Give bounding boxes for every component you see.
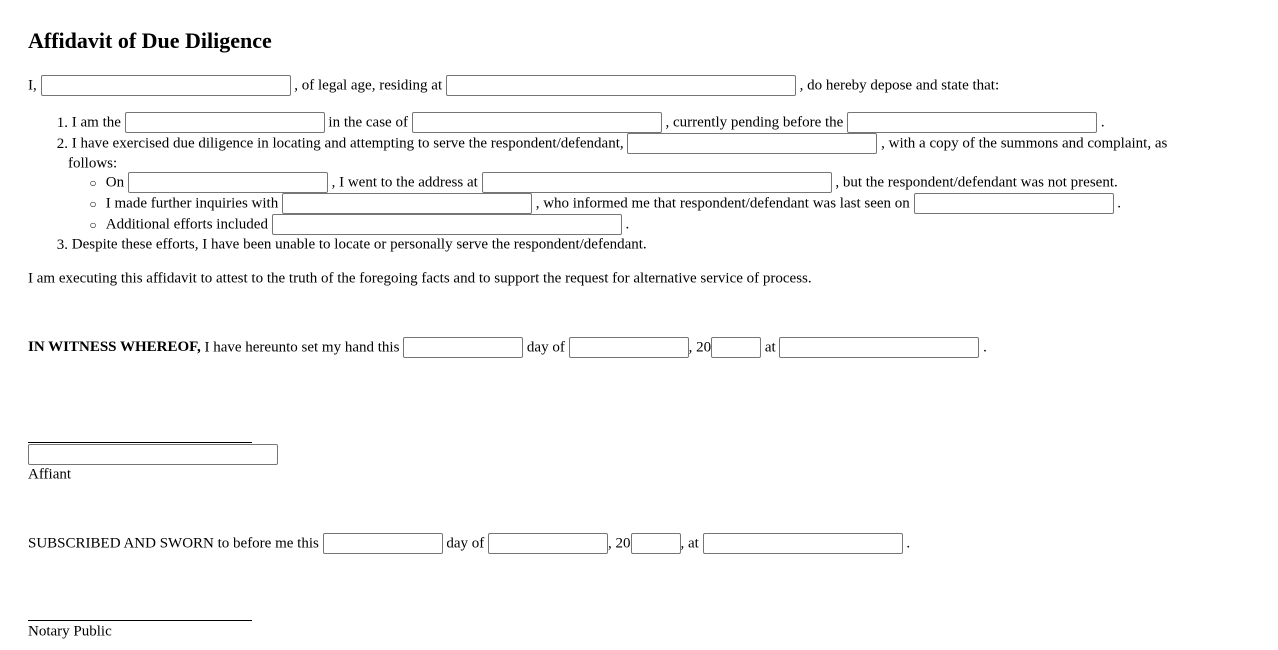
sub-item-2 (84, 193, 1121, 213)
case-name-input[interactable] (412, 112, 662, 133)
item-text: On (105, 174, 125, 191)
bullet-icon: ○ (89, 217, 97, 232)
additional-efforts-input[interactable] (272, 214, 622, 235)
list-item-2 (28, 133, 1167, 153)
witness-text: at (764, 339, 776, 356)
witness-year-input[interactable] (711, 337, 761, 358)
bullet-icon: ○ (89, 175, 97, 190)
list-item-3 (28, 234, 647, 254)
item-text: Additional efforts included (105, 216, 268, 233)
item-text: , I went to the address at (331, 174, 478, 191)
visit-date-input[interactable] (128, 172, 328, 193)
sworn-text: , 20 (608, 535, 631, 552)
intro-prefix: I, (28, 77, 37, 94)
affiant-label-row (28, 464, 71, 484)
page-title: Affidavit of Due Diligence (28, 28, 272, 53)
item-text: . (1117, 195, 1122, 212)
court-input[interactable] (847, 112, 1097, 133)
item-number: 2. (56, 135, 68, 152)
witness-heading: IN WITNESS WHEREOF, (28, 339, 201, 355)
witness-day-input[interactable] (403, 337, 523, 358)
sworn-text: . (906, 535, 911, 552)
bullet-icon: ○ (89, 196, 97, 211)
respondent-name-input[interactable] (627, 133, 877, 154)
item-number: 3. (56, 236, 68, 253)
last-seen-date-input[interactable] (914, 193, 1114, 214)
executing-paragraph (28, 268, 812, 288)
item-text: in the case of (328, 114, 408, 131)
witness-text: , 20 (688, 339, 712, 356)
affiant-label: Affiant (28, 466, 72, 483)
sub-item-1 (84, 172, 1118, 192)
sworn-day-input[interactable] (323, 533, 443, 554)
intro-suffix-text: , do hereby depose and state that: (799, 77, 1000, 94)
affiant-signature-row (28, 444, 278, 464)
affiant-name-input[interactable] (41, 75, 291, 96)
intro-line (28, 75, 999, 95)
role-input[interactable] (125, 112, 325, 133)
list-item-1 (28, 112, 1105, 132)
affiant-signature-line (28, 442, 252, 443)
notary-label-row (28, 621, 112, 641)
item-text: I made further inquiries with (105, 195, 279, 212)
sworn-text: SUBSCRIBED AND SWORN to before me this (28, 535, 319, 552)
witness-text: day of (526, 339, 565, 356)
sub-item-3 (84, 214, 629, 234)
item-text: I am the (71, 114, 121, 131)
witness-place-input[interactable] (779, 337, 979, 358)
item-text: Despite these efforts, I have been unable to locate or personally serve the respondent/defendant. (71, 236, 647, 253)
item-text: , who informed me that respondent/defendant was last seen on (535, 195, 910, 212)
sworn-place-input[interactable] (703, 533, 903, 554)
sworn-year-input[interactable] (631, 533, 681, 554)
item-text: , with a copy of the summons and complaint, as (881, 135, 1168, 152)
affiant-signature-input[interactable] (28, 444, 278, 465)
item-number: 1. (56, 114, 68, 131)
notary-label: Notary Public (28, 623, 112, 640)
visit-address-input[interactable] (482, 172, 832, 193)
witness-month-input[interactable] (569, 337, 689, 358)
sworn-text: , at (680, 535, 699, 552)
executing-text: I am executing this affidavit to attest to the truth of the foregoing facts and to support the request for alternative service of process. (28, 270, 812, 287)
intro-residing-text: , of legal age, residing at (294, 77, 443, 94)
sworn-text: day of (446, 535, 485, 552)
sworn-line (28, 533, 910, 553)
sworn-month-input[interactable] (488, 533, 608, 554)
witness-text: . (983, 339, 987, 356)
residence-address-input[interactable] (446, 75, 796, 96)
item-text: , but the respondent/defendant was not present. (835, 174, 1118, 191)
witness-line (28, 337, 987, 357)
item-text: I have exercised due diligence in locating and attempting to serve the respondent/defendant, (71, 135, 624, 152)
item-text: . (625, 216, 630, 233)
witness-text: I have hereunto set my hand this (204, 339, 400, 356)
item-text: , currently pending before the (665, 114, 844, 131)
inquiry-contact-input[interactable] (282, 193, 532, 214)
list-item-2-continued (68, 153, 117, 173)
item-text: follows: (68, 155, 118, 172)
item-text: . (1100, 114, 1105, 131)
